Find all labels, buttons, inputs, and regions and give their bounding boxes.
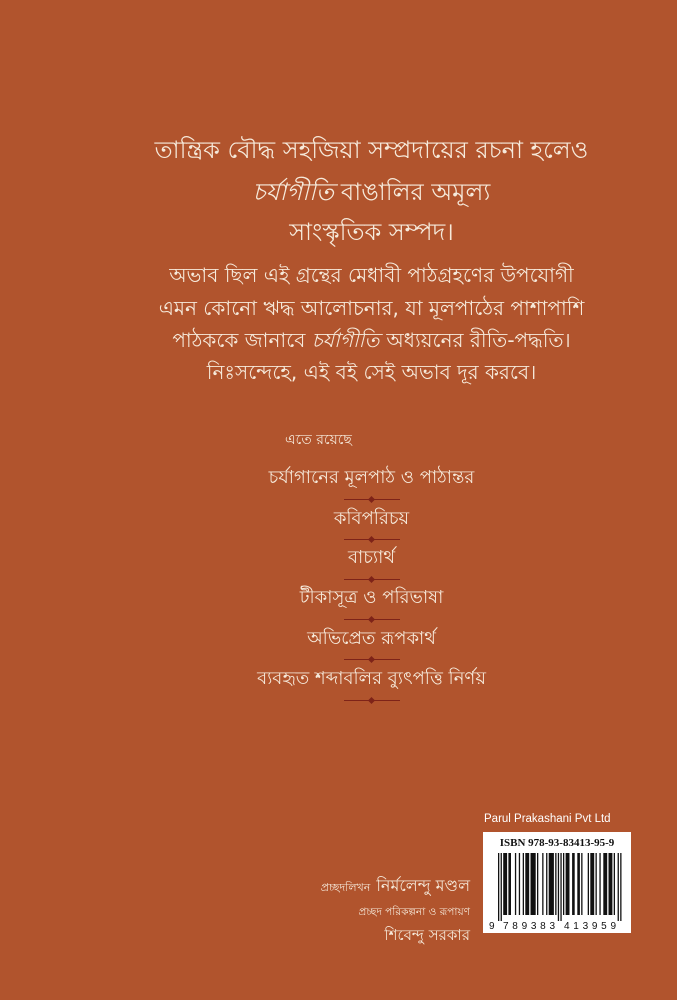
barcode-bar <box>537 853 538 915</box>
cover-lettering-name: নির্মলেন্দু মণ্ডল <box>376 876 470 895</box>
ornament-divider <box>344 656 400 663</box>
barcode-bar <box>581 853 582 915</box>
barcode-right-digits: 413959 <box>564 921 616 931</box>
barcode-bar <box>560 853 561 921</box>
cover-design-name: শিবেন্দু সরকার <box>384 926 470 944</box>
ornament-divider <box>344 616 400 623</box>
barcode-bar <box>498 853 499 921</box>
diamond-icon <box>368 697 375 704</box>
barcode-bar <box>542 853 543 915</box>
blurb-line-3-pre: পাঠককে জানাবে <box>172 328 306 352</box>
ornament-divider <box>344 576 400 583</box>
contents-heading: এতে রয়েছে <box>285 432 352 448</box>
barcode-first-digit: 9 <box>489 921 495 931</box>
barcode-bar <box>620 853 621 921</box>
diamond-icon <box>368 576 375 583</box>
blurb-line-3-rest: অধ্যয়নের রীতি-পদ্ধতি। <box>386 328 571 352</box>
barcode-bar <box>577 853 580 915</box>
contents-item: বাচ্যার্থ <box>347 547 396 568</box>
contents-item: টীকাসূত্র ও পরিভাষা <box>299 587 444 608</box>
isbn-barcode-box <box>483 832 631 933</box>
blurb-line-2: এমন কোনো ঋদ্ধ আলোচনার, যা মূলপাঠের পাশাপাশি <box>158 296 585 320</box>
barcode-bar <box>503 853 507 915</box>
barcode-bar <box>546 853 547 915</box>
diamond-icon <box>368 656 375 663</box>
publisher-name: Parul Prakashani Pvt Ltd <box>484 813 611 825</box>
blurb-line-3 <box>66 325 677 355</box>
intro-line-2-rest: বাঙালির অমূল্য <box>340 178 491 206</box>
contents-item: চর্যাগানের মূলপাঠ ও পাঠান্তর <box>268 467 475 488</box>
barcode-bar <box>596 853 597 915</box>
barcode-left-digits: 789383 <box>503 921 555 931</box>
contents-item: ব্যবহৃত শব্দাবলির ব্যুৎপত্তি নির্ণয় <box>257 668 486 689</box>
barcode-bar <box>609 853 613 915</box>
intro-line-1: তান্ত্রিক বৌদ্ধ সহজিয়া সম্প্রদায়ের রচনা হলেও <box>154 136 589 164</box>
barcode-bar <box>614 853 615 915</box>
barcode-bar <box>515 853 516 915</box>
barcode-bar <box>549 853 554 915</box>
barcode-bar <box>508 853 511 915</box>
barcode-bar <box>501 853 502 921</box>
blurb-book-title: চর্যাগীতি <box>311 328 380 352</box>
barcode-bar <box>618 853 619 921</box>
isbn-text: ISBN 978-93-83413-95-9 <box>499 837 615 849</box>
barcode-bar <box>558 853 559 921</box>
cover-design-label: প্রচ্ছদ পরিকল্পনা ও রূপায়ণ <box>358 906 470 918</box>
barcode-bar <box>563 853 564 915</box>
intro-line-3: সাংস্কৃতিক সম্পদ। <box>289 218 454 246</box>
barcode-bar <box>588 853 589 915</box>
ornament-divider <box>344 697 400 704</box>
barcode-bars <box>498 853 622 921</box>
blurb-line-4: নিঃসন্দেহে, এই বই সেই অভাব দূর করবে। <box>206 360 537 384</box>
diamond-icon <box>368 536 375 543</box>
cover-lettering-label: প্রচ্ছদলিখন <box>320 881 371 894</box>
cover-lettering-credit <box>321 873 470 901</box>
contents-item: অভিপ্রেত রূপকার্থ <box>307 628 436 649</box>
barcode <box>488 853 626 931</box>
barcode-bar <box>531 853 536 915</box>
ornament-divider <box>344 496 400 503</box>
blurb-line-1: অভাব ছিল এই গ্রন্থের মেধাবী পাঠগ্রহণের উপযোগী <box>169 263 574 287</box>
barcode-bar <box>525 853 529 915</box>
barcode-bar <box>519 853 520 915</box>
diamond-icon <box>368 616 375 623</box>
barcode-bar <box>555 853 556 915</box>
barcode-bar <box>566 853 570 915</box>
barcode-bar <box>590 853 594 915</box>
intro-book-title: চর্যাগীতি <box>252 178 334 206</box>
barcode-bar <box>599 853 600 915</box>
diamond-icon <box>368 496 375 503</box>
intro-line-2 <box>66 174 677 210</box>
ornament-divider <box>344 536 400 543</box>
barcode-bar <box>572 853 575 915</box>
barcode-bar <box>523 853 524 915</box>
barcode-bar <box>603 853 607 915</box>
contents-item: কবিপরিচয় <box>333 508 410 529</box>
